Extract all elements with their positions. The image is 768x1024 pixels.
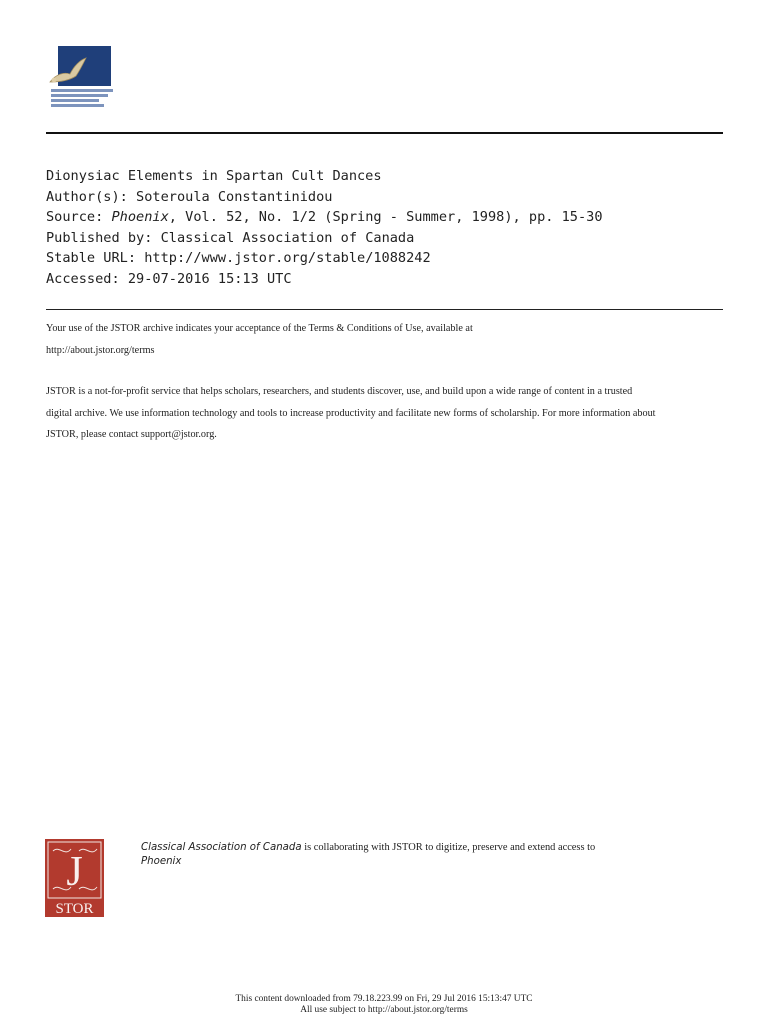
- jstor-logo-letter: J: [66, 849, 83, 895]
- terms-link[interactable]: http://about.jstor.org/terms: [46, 344, 155, 356]
- stable-url-link[interactable]: http://www.jstor.org/stable/1088242: [144, 250, 431, 267]
- article-title: Dionysiac Elements in Spartan Cult Dances: [46, 168, 382, 184]
- article-accessed: Accessed: 29-07-2016 15:13 UTC: [46, 270, 292, 287]
- article-publisher: Published by: Classical Association of Canada: [46, 229, 415, 246]
- article-source: Source: Phoenix, Vol. 52, No. 1/2 (Spring - Summer, 1998), pp. 15-30: [46, 209, 603, 226]
- source-journal: Phoenix: [111, 209, 169, 226]
- terms-line-1: Your use of the JSTOR archive indicates your acceptance of the Terms & Conditions of Use, available at: [46, 323, 473, 334]
- society-logo: [46, 46, 116, 112]
- collaboration-notice: [141, 841, 721, 868]
- jstor-description-line-3: JSTOR, please contact support@jstor.org.: [46, 429, 217, 440]
- collab-text: is collaborating with JSTOR to digitize, preserve and extend access to: [301, 842, 596, 853]
- jstor-description-line-2: digital archive. We use information technology and tools to increase productivity and facilitate new forms of scholarship. For more information about: [46, 407, 656, 419]
- footer-line-1: This content downloaded from 79.18.223.99 on Fri, 29 Jul 2016 15:13:47 UTC: [235, 994, 533, 1004]
- jstor-description-line-1: JSTOR is a not-for-profit service that helps scholars, researchers, and students discover, use, and build upon a wide range of content in a trusted: [46, 386, 633, 397]
- middle-rule: [46, 309, 723, 310]
- footer-line-2: All use subject to http://about.jstor.org/terms: [300, 1005, 468, 1015]
- collab-publisher: Classical Association of Canada: [141, 842, 302, 853]
- society-logo-text-lines: [51, 89, 113, 109]
- jstor-logo-text: STOR: [55, 901, 94, 917]
- collab-journal: Phoenix: [141, 855, 182, 867]
- top-rule: [46, 132, 723, 134]
- article-metadata: [46, 166, 726, 290]
- phoenix-bird-icon: [46, 54, 96, 88]
- download-footer: [0, 994, 768, 1016]
- terms-of-use: [46, 318, 726, 446]
- article-authors: Author(s): Soteroula Constantinidou: [46, 188, 333, 205]
- jstor-logo-icon: [45, 839, 104, 917]
- article-stable-url: Stable URL: http://www.jstor.org/stable/1088242: [46, 250, 431, 267]
